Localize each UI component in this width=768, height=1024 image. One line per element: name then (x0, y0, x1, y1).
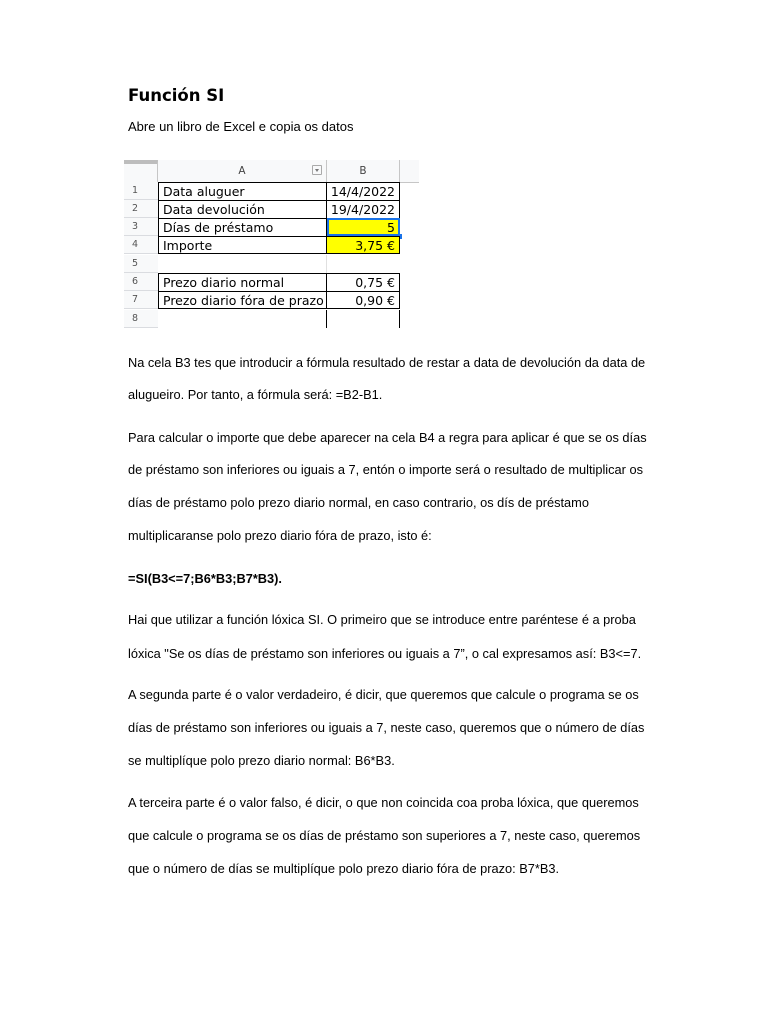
empty-cell (400, 310, 419, 328)
cell-a5 (158, 255, 327, 273)
spreadsheet-image (124, 160, 419, 330)
cell-b8 (327, 310, 400, 328)
paragraph-line: se multiplíque polo prezo diario normal: B6*B3. (128, 753, 395, 768)
sheet-row (124, 182, 419, 200)
row-number: 6 (124, 273, 158, 291)
sheet-row (124, 291, 419, 309)
cell-b2: 19/4/2022 (327, 200, 400, 218)
row-number: 1 (124, 182, 158, 200)
cell-b6: 0,75 € (327, 273, 400, 291)
row-number: 4 (124, 236, 158, 254)
column-header-b (327, 160, 400, 182)
column-b-label: B (359, 165, 367, 177)
column-a-label: A (238, 165, 246, 177)
empty-cell (400, 236, 419, 254)
filter-dropdown-icon (312, 165, 322, 175)
sheet-row (124, 200, 419, 218)
row-number: 7 (124, 291, 158, 309)
paragraph-line: lóxica "Se os días de préstamo son inferiores ou iguais a 7”, o cal expresamos así: B3<=7. (128, 646, 642, 661)
paragraph-line: días de préstamo polo prezo diario normal, en caso contrario, os dís de préstamo (128, 495, 589, 510)
empty-cell (400, 200, 419, 218)
paragraph-line: Hai que utilizar a función lóxica SI. O primeiro que se introduce entre paréntese é a proba (128, 612, 636, 627)
paragraph-line: que calcule o programa se os días de préstamo son superiores a 7, neste caso, queremos (128, 828, 641, 843)
cell-a7: Prezo diario fóra de prazo (158, 291, 327, 309)
paragraph-line: que o número de días se multiplíque polo prezo diario fóra de prazo: B7*B3. (128, 861, 560, 876)
intro-text: Abre un libro de Excel e copia os datos (128, 119, 354, 134)
cell-b1: 14/4/2022 (327, 182, 400, 200)
cell-a8 (158, 310, 327, 328)
cell-a3: Días de préstamo (158, 218, 327, 236)
row-number: 5 (124, 255, 158, 273)
paragraph-line: de préstamo son inferiores ou iguais a 7, entón o importe será o resultado de multiplicar os (128, 462, 643, 477)
paragraph-line: Na cela B3 tes que introducir a fórmula resultado de restar a data de devolución da data de (128, 355, 646, 370)
sheet-row (124, 236, 419, 254)
sheet-row (124, 255, 419, 273)
cell-b5 (327, 255, 400, 273)
paragraph-line: alugueiro. Por tanto, a fórmula será: =B2-B1. (128, 387, 383, 402)
cell-b7: 0,90 € (327, 291, 400, 309)
paragraph-line: A segunda parte é o valor verdadeiro, é dicir, que queremos que calcule o programa se os (128, 687, 639, 702)
empty-cell (400, 273, 419, 291)
row-number: 8 (124, 310, 158, 328)
empty-cell (400, 182, 419, 200)
cell-b3-selected (327, 218, 400, 236)
select-all-corner (124, 160, 158, 182)
sheet-row (124, 310, 419, 328)
page-title: Función SI (128, 86, 225, 105)
sheet-row (124, 218, 419, 236)
paragraph-line: A terceira parte é o valor falso, é dicir, o que non coincida coa proba lóxica, que queremos (128, 795, 639, 810)
paragraph-line: días de préstamo son inferiores ou iguais a 7, neste caso, queremos que o número de días (128, 720, 645, 735)
cell-a2: Data devolución (158, 200, 327, 218)
empty-cell (400, 291, 419, 309)
empty-cell (400, 218, 419, 236)
cell-b3-value: 5 (387, 220, 395, 235)
row-number: 2 (124, 200, 158, 218)
column-header-bar (124, 160, 419, 183)
cell-a6: Prezo diario normal (158, 273, 327, 291)
paragraph-line: Para calcular o importe que debe aparecer na cela B4 a regra para aplicar é que se os días (128, 430, 647, 445)
paragraph-line: multiplicaranse polo prezo diario fóra de prazo, isto é: (128, 528, 432, 543)
formula-text: =SI(B3<=7;B6*B3;B7*B3). (128, 571, 282, 586)
sheet-row (124, 273, 419, 291)
cell-b4: 3,75 € (327, 236, 400, 254)
cell-a4: Importe (158, 236, 327, 254)
column-header-a (158, 160, 327, 182)
row-number: 3 (124, 218, 158, 236)
cell-a1: Data aluguer (158, 182, 327, 200)
empty-cell (400, 255, 419, 273)
